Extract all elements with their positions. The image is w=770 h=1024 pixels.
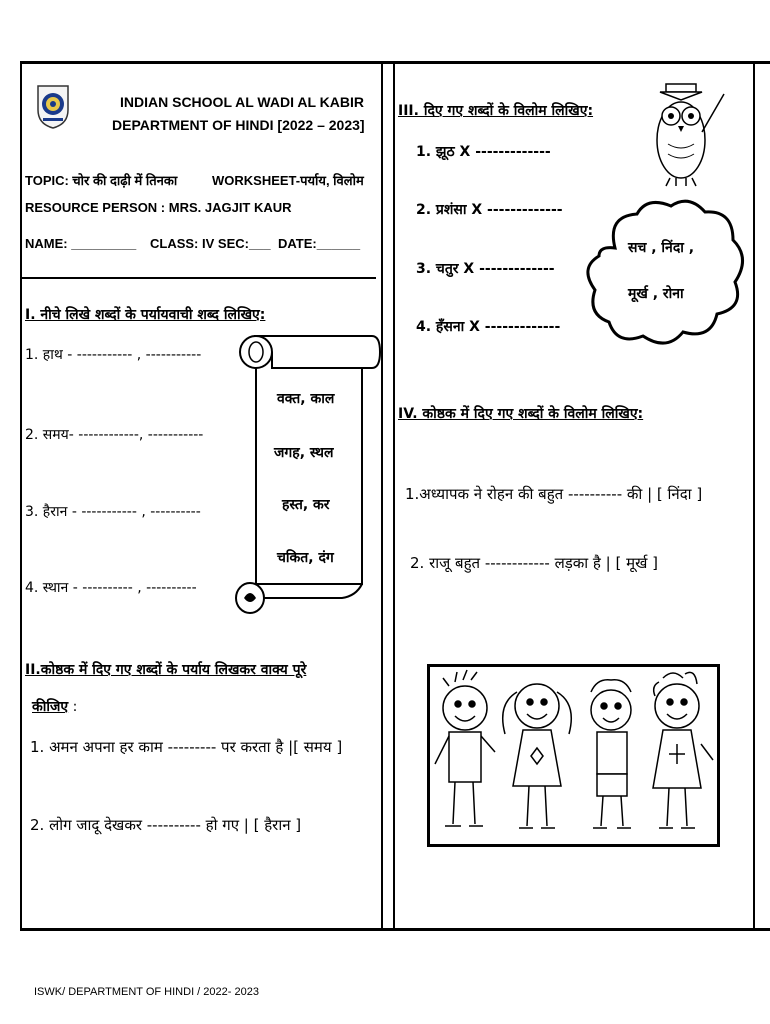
resource-person: RESOURCE PERSON : MRS. JAGJIT KAUR: [25, 200, 292, 215]
section4-item-1: 1.अध्यापक ने रोहन की बहुत ---------- की | [ निंदा ]: [405, 485, 703, 503]
topic: TOPIC: चोर की दाढ़ी में तिनका: [25, 173, 178, 188]
owl-teacher-icon: [648, 82, 728, 190]
scroll-word-3: हस्त, कर: [282, 497, 330, 513]
scroll-word-1: वक्त, काल: [277, 391, 335, 407]
cloud-words-line2: मूर्ख , रोना: [628, 286, 684, 302]
section3-item-4: 4. हँसना X -------------: [416, 319, 561, 335]
section1-item-4: 4. स्थान - ---------- , ----------: [25, 580, 197, 596]
scroll-word-4: चकित, दंग: [277, 550, 334, 566]
cloud-shape: [585, 196, 750, 358]
section1-title: I. नीचे लिखे शब्दों के पर्यायवाची शब्द लिखिए:: [25, 307, 266, 323]
section3-title: III. दिए गए शब्दों के विलोम लिखिए:: [398, 103, 594, 119]
section2-title-line1: II.कोष्ठक में दिए गए शब्दों के पर्याय लिखकर वाक्य पूरे: [25, 662, 307, 678]
section2-title-colon: :: [68, 699, 78, 715]
frame-left: [20, 61, 22, 931]
section2-item-1: 1. अमन अपना हर काम --------- पर करता है |[ समय ]: [30, 738, 343, 756]
section3-item-1: 1. झूठ X -------------: [416, 144, 551, 160]
worksheet-type: WORKSHEET-पर्याय, विलोम: [212, 173, 364, 188]
department-title: DEPARTMENT OF HINDI [2022 – 2023]: [112, 117, 365, 133]
section2-title-line2: [32, 697, 77, 716]
section4-item-2: 2. राजू बहुत ------------ लड़का है | [ मूर्ख ]: [410, 554, 658, 572]
school-logo: [34, 82, 72, 130]
school-name: INDIAN SCHOOL AL WADI AL KABIR: [120, 94, 364, 110]
section2-item-2: 2. लोग जादू देखकर ---------- हो गए | [ हैरान ]: [30, 816, 302, 834]
scroll-word-2: जगह, स्थल: [274, 445, 334, 461]
header-rule: [22, 277, 376, 279]
section4-title: IV. कोष्ठक में दिए गए शब्दों के विलोम लिखिए:: [398, 406, 644, 422]
section1-item-3: 3. हैरान - ----------- , ----------: [25, 504, 201, 520]
frame-top: [20, 61, 770, 64]
cloud-words-line1: सच , निंदा ,: [628, 240, 695, 256]
section2-title-word: कीजिए: [32, 699, 69, 715]
frame-bottom: [20, 928, 770, 931]
class-field: CLASS: IV SEC:___: [150, 236, 271, 251]
name-field: NAME: _________: [25, 236, 137, 251]
children-illustration: [427, 664, 720, 847]
date-field: DATE:______: [278, 236, 361, 251]
frame-divider-right: [393, 61, 395, 931]
frame-right: [753, 61, 755, 931]
section1-item-1: 1. हाथ - ----------- , -----------: [25, 347, 202, 363]
footer: ISWK/ DEPARTMENT OF HINDI / 2022- 2023: [34, 986, 259, 998]
scroll-shape: [232, 334, 382, 619]
section1-item-2: 2. समय- ------------, -----------: [25, 427, 204, 443]
section3-item-2: 2. प्रशंसा X -------------: [416, 202, 563, 218]
section3-item-3: 3. चतुर X -------------: [416, 261, 555, 277]
